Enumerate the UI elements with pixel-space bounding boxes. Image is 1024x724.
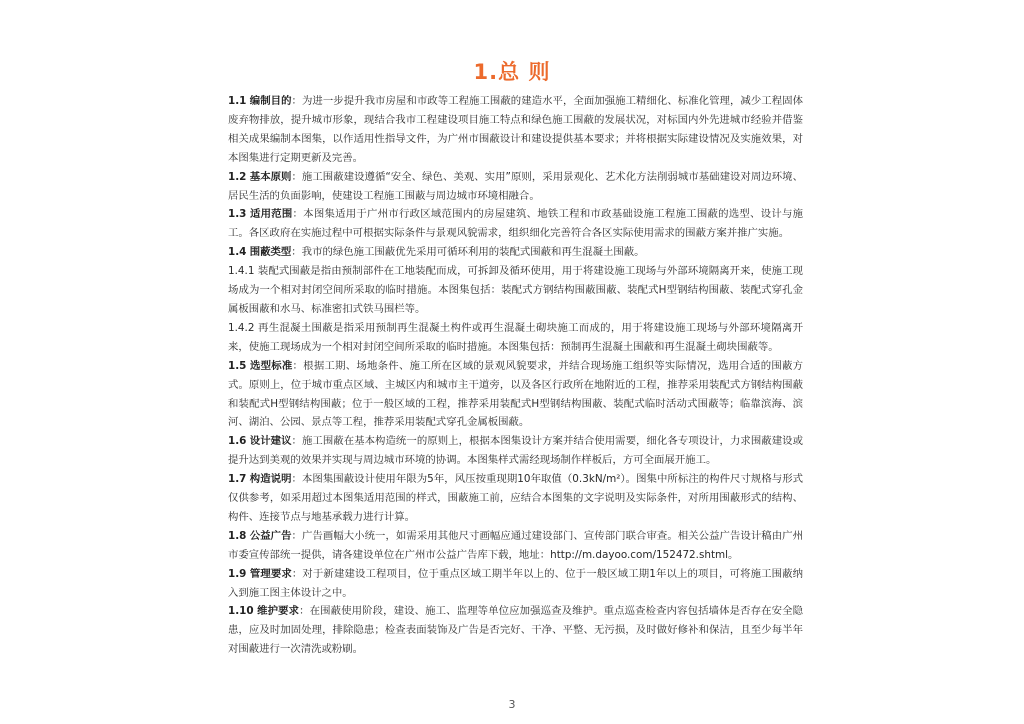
section-number: 1.8	[228, 529, 247, 542]
section-heading: 基本原则	[249, 170, 292, 183]
section-number: 1.1	[228, 95, 247, 107]
section-paragraph	[228, 357, 803, 433]
section-paragraph	[228, 432, 803, 470]
section-text: ：本图集围蔽设计使用年限为5年，风压按重现期10年取值（0.3kN/m²）。图集中所标注的构件尺寸规格与形式仅供参考，如采用超过本图集适用范围的样式，围蔽施工前，应结合本图集的文字说明及实际条件，对所用围蔽形式的结构、构件、连接节点与地基承载力进行计算。	[228, 473, 804, 523]
section-heading: 管理要求	[249, 567, 292, 580]
section-paragraph	[228, 205, 803, 243]
section-heading: 围蔽类型	[249, 246, 292, 259]
section-text: ：对于新建建设工程项目，位于重点区域工期半年以上的、位于一般区域工期1年以上的项目，可将施工围蔽纳入到施工图主体设计之中。	[228, 567, 804, 599]
section-heading: 公益广告	[249, 529, 292, 542]
section-number: 1.5	[228, 359, 247, 372]
section-heading: 设计建议	[249, 435, 292, 448]
section-text: 再生混凝土围蔽是指采用预制再生混凝土构件或再生混凝土砌块施工而成的，用于将建设施工现场与外部环境隔离开来，使施工现场成为一个相对封闭空间所采取的临时措施。本图集包括：预制再生混凝土围蔽和再生混凝土砌块围蔽等。	[228, 321, 803, 353]
section-paragraph	[228, 92, 803, 168]
section-text: ：为进一步提升我市房屋和市政等工程施工围蔽的建造水平，全面加强施工精细化、标准化管理，减少工程固体废弃物排放，提升城市形象，现结合我市工程建设项目施工特点和绿色施工围蔽的发展状况，对标国内外先进城市经验并借鉴相关成果编制本图集，以作适用性指导文件，为广州市围蔽设计和建设提供基本要求；并将根据实际建设情况及实施效果，对本图集进行定期更新及完善。	[228, 95, 804, 164]
section-number: 1.7	[228, 473, 247, 486]
section-paragraph	[228, 565, 803, 603]
section-text: ：根据工期、场地条件、施工所在区域的景观风貌要求，并结合现场施工组织等实际情况，选用合适的围蔽方式。原则上，位于城市重点区域、主城区内和城市主干道旁，以及各区行政所在地附近的工程，推荐采用装配式方钢结构围蔽和装配式H型钢结构围蔽；位于一般区域的工程，推荐采用装配式H型钢结构围蔽、装配式临时活动式围蔽等；临靠滨海、滨河、湖泊、公园、景点等工程，推荐采用装配式穿孔金属板围蔽。	[228, 359, 803, 429]
section-paragraph	[228, 602, 803, 659]
section-text: ：在围蔽使用阶段，建设、施工、监理等单位应加强巡查及维护。重点巡查检查内容包括墙体是否存在安全隐患，应及时加固处理，排除隐患；检查表面装饰及广告是否完好、干净、平整、无污损，及时做好修补和保洁，且至少每半年对围蔽进行一次清洗或粉刷。	[228, 605, 804, 656]
section-text: ：施工围蔽在基本构造统一的原则上，根据本图集设计方案并结合使用需要，细化各专项设计，力求围蔽建设或提升达到美观的效果并实现与周边城市环境的协调。本图集样式需经现场制作样板后，方可全面展开施工。	[228, 435, 804, 467]
document-body	[228, 92, 803, 659]
section-number: 1.9	[228, 567, 247, 580]
section-paragraph	[228, 262, 803, 319]
section-number: 1.4	[228, 246, 247, 259]
section-heading: 维护要求	[257, 605, 300, 618]
section-heading: 构造说明	[249, 473, 292, 486]
section-number: 1.10	[228, 605, 254, 618]
section-text: 装配式围蔽是指由预制部件在工地装配而成，可拆卸及循环使用，用于将建设施工现场与外部环境隔离开来，使施工现场成为一个相对封闭空间所采取的临时措施。本图集包括：装配式方钢结构围蔽围蔽、装配式H型钢结构围蔽、装配式穿孔金属板围蔽和水马、标准密扣式铁马围栏等。	[228, 265, 803, 315]
section-number: 1.3	[228, 208, 247, 221]
section-text: ：本图集适用于广州市行政区域范围内的房屋建筑、地铁工程和市政基础设施工程施工围蔽的选型、设计与施工。各区政府在实施过程中可根据实际条件与景观风貌需求，组织细化完善符合各区实际使用需求的围蔽方案并推广实施。	[228, 208, 803, 240]
section-number: 1.6	[228, 435, 247, 448]
section-paragraph	[228, 168, 803, 206]
page-number: 3	[508, 698, 516, 711]
section-paragraph	[228, 243, 803, 262]
section-heading: 选型标准	[249, 359, 293, 372]
section-heading: 编制目的	[249, 95, 292, 107]
section-number: 1.4.1	[228, 265, 255, 278]
section-paragraph	[228, 470, 803, 527]
section-number: 1.4.2	[228, 321, 255, 334]
section-text: ：施工围蔽建设遵循“安全、绿色、美观、实用”原则，采用景观化、艺术化方法削弱城市基础建设对周边环境、居民生活的负面影响，使建设工程施工围蔽与周边城市环境相融合。	[228, 170, 803, 202]
section-number: 1.2	[228, 170, 247, 183]
page-title: 1.总 则	[473, 60, 551, 84]
section-heading: 适用范围	[249, 208, 293, 221]
section-paragraph	[228, 527, 803, 565]
section-text: ：广告画幅大小统一，如需采用其他尺寸画幅应通过建设部门、宣传部门联合审查。相关公益广告设计稿由广州市委宣传部统一提供，请各建设单位在广州市公益广告库下载，地址：http://m.dayoo.com/152472.shtml。	[228, 529, 804, 561]
section-text: ：我市的绿色施工围蔽优先采用可循环利用的装配式围蔽和再生混凝土围蔽。	[291, 246, 645, 259]
section-paragraph	[228, 319, 803, 357]
